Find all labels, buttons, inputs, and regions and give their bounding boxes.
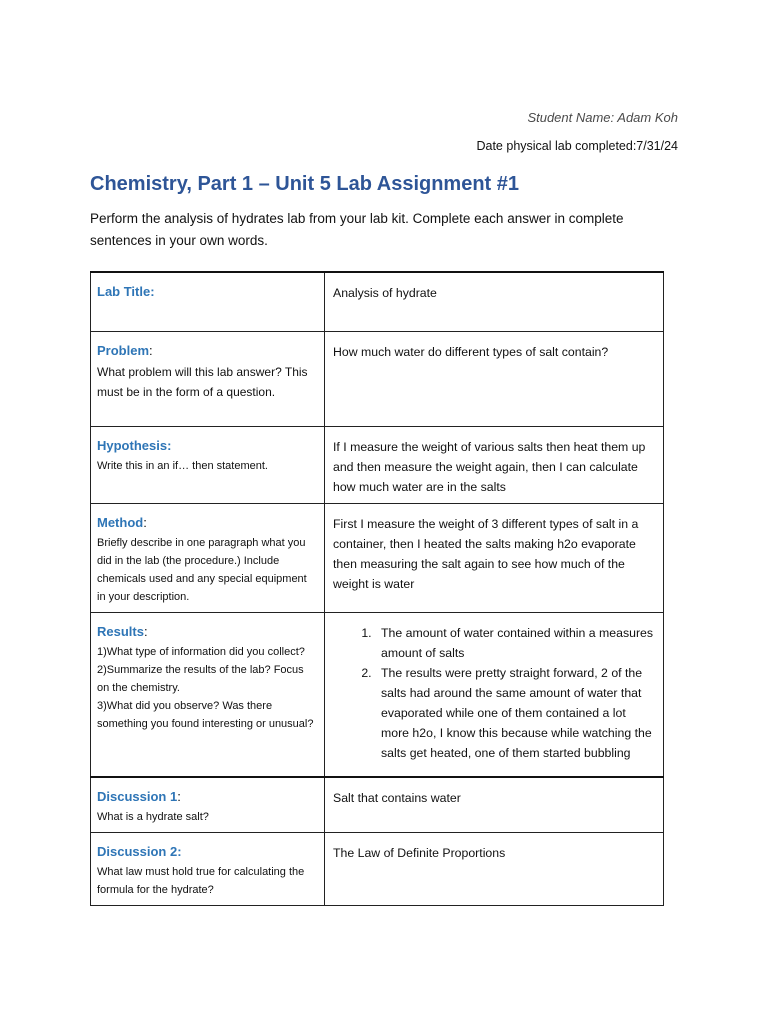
discussion-2-label: Discussion 2: (97, 844, 182, 859)
discussion-1-question-cell (91, 777, 325, 833)
discussion-1-answer-cell (325, 777, 664, 833)
row-results (91, 612, 664, 777)
row-problem (91, 331, 664, 426)
results-description-3: 3)What did you observe? Was there something you found interesting or unusual? (97, 699, 314, 730)
document-title: Chemistry, Part 1 – Unit 5 Lab Assignment #1 (90, 173, 520, 195)
problem-answer: How much water do different types of salt contain? (333, 344, 609, 359)
intro-paragraph: Perform the analysis of hydrates lab from your lab kit. Complete each answer in complete sentences in your own words. (90, 211, 624, 248)
results-answer-1: 1. The amount of water contained within a measures amount of salts (375, 623, 655, 663)
problem-label (97, 342, 318, 360)
method-answer: First I measure the weight of 3 different types of salt in a container, then I heated the salts making h2o evaporate then measuring the salt again to see how much of the weight is water (333, 516, 639, 591)
results-question-cell (91, 612, 325, 777)
results-label-text: Results (97, 623, 144, 639)
method-label-text: Method (97, 514, 144, 530)
hypothesis-answer: If I measure the weight of various salts then heat them up and then measure the weight again, then I can calculate how much water are in the salts (333, 439, 646, 494)
discussion-1-answer: Salt that contains water (333, 791, 461, 805)
lab-title-answer-cell (325, 272, 664, 331)
discussion-1-label (97, 788, 318, 806)
lab-title-question-cell (91, 272, 325, 331)
discussion-2-answer-cell (325, 833, 664, 906)
discussion-2-question-cell (91, 833, 325, 906)
discussion-1-description: What is a hydrate salt? (97, 811, 209, 823)
discussion-1-label-text: Discussion 1 (97, 789, 178, 804)
results-answer-cell (325, 612, 664, 777)
results-answer-list (333, 623, 655, 763)
row-lab-title (91, 272, 664, 331)
problem-label-colon: : (149, 342, 153, 358)
method-description: Briefly describe in one paragraph what you did in the lab (the procedure.) Include chemicals used and any special equipment in your description. (97, 536, 307, 603)
method-answer-cell (325, 503, 664, 612)
discussion-2-answer: The Law of Definite Proportions (333, 846, 506, 860)
row-hypothesis (91, 426, 664, 503)
row-discussion-1 (91, 777, 664, 833)
hypothesis-answer-cell (325, 426, 664, 503)
discussion-2-description: What law must hold true for calculating the formula for the hydrate? (97, 866, 305, 896)
hypothesis-description: Write this in an if… then statement. (97, 459, 268, 472)
date-completed: Date physical lab completed:7/31/24 (476, 139, 678, 153)
results-label (97, 623, 318, 641)
lab-title-label: Lab Title: (97, 284, 155, 299)
lab-title-answer: Analysis of hydrate (333, 286, 437, 300)
row-discussion-2 (91, 833, 664, 906)
method-label-colon: : (143, 514, 147, 530)
problem-label-text: Problem (97, 342, 150, 358)
results-description-1: 1)What type of information did you collect? (97, 645, 305, 658)
student-name: Student Name: Adam Koh (527, 110, 678, 125)
discussion-1-label-colon: : (177, 789, 181, 804)
problem-answer-cell (325, 331, 664, 426)
lab-table (90, 271, 664, 906)
hypothesis-label: Hypothesis: (97, 437, 172, 453)
results-label-colon: : (143, 623, 148, 639)
row-method (91, 503, 664, 612)
results-description-2: 2)Summarize the results of the lab? Focus on the chemistry. (97, 663, 304, 694)
method-label (97, 514, 318, 532)
results-answer-2: 2. The results were pretty straight forward, 2 of the salts had around the same amount of water that evaporated while one of them contained a lot more h2o, I know this because while watching the salts get heated, one of them started bubbling (375, 663, 655, 763)
problem-question-cell (91, 331, 325, 426)
hypothesis-question-cell (91, 426, 325, 503)
problem-description: What problem will this lab answer? This must be in the form of a question. (97, 364, 308, 399)
method-question-cell (91, 503, 325, 612)
